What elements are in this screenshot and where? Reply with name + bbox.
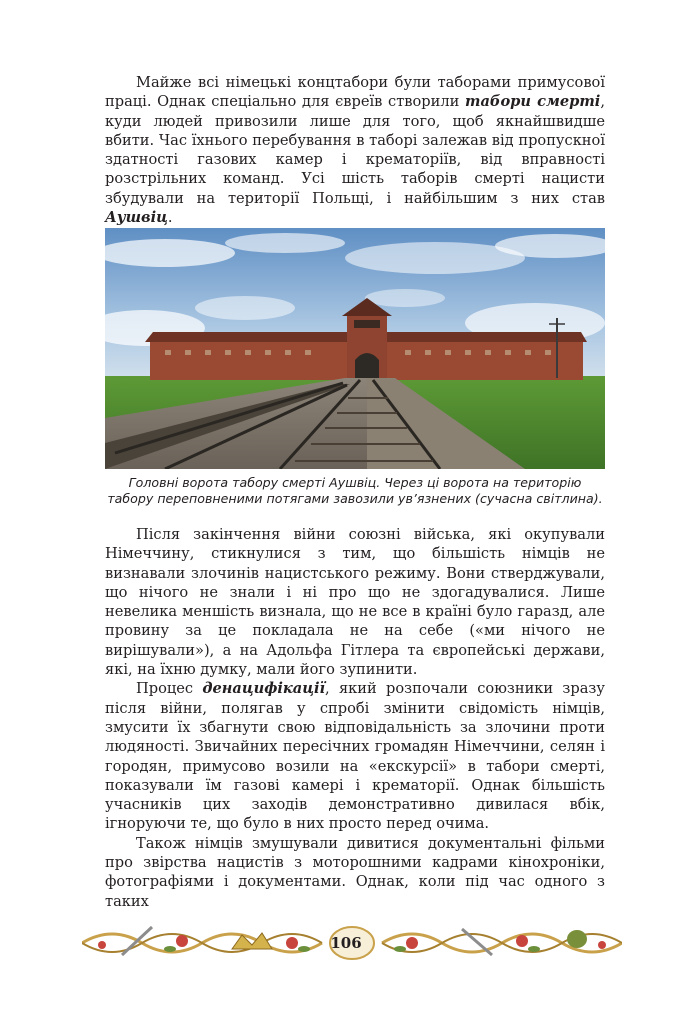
auschwitz-gate-photo <box>105 228 605 469</box>
term-auschwitz: Аушвіц <box>105 209 168 227</box>
body-text-bottom <box>105 525 605 911</box>
body-text-top <box>105 73 605 227</box>
caption-line-1: Головні ворота табору смерті Аушвіц. Через ці ворота на територію <box>128 475 582 490</box>
paragraph-2: Після закінчення війни союзні війська, які окупували Німеччину, стикнулися з тим, що більшість німців не визнавали злочинів нацистського режиму. Вони стверджували, що нічого не знали і ні про що не здогадувалися. Лише невелика меншість визнала, що не все в країні було гаразд, але провину за це покладала не на себе («ми нічого не вирішували»), а на Адольфа Гітлера та європейські держави, які, на їхню думку, мали його зупинити. <box>105 526 605 679</box>
photo-caption <box>105 475 605 507</box>
paragraph-1: Майже всі німецькі концтабори були таборами примусової праці. Однак спеціально для євреїв створили табори смерті, куди людей привозили лише для того, щоб якнайшвидше вбити. Час їхнього перебування в таборі залежав від пропускної здатності газових камер і крематоріїв, від вправності розстрільних команд. Усі шість таборів смерті нацисти збудували на території Польщі, і найбільшим з них став Аушвіц. <box>105 74 605 227</box>
photo-illustration <box>105 228 605 469</box>
caption-line-2: табору переповненими потягами завозили ув’язнених (сучасна світлина). <box>107 491 603 506</box>
paragraph-4: Також німців змушували дивитися документальні фільми про звірства нацистів з моторошними кадрами кінохроніки, фотографіями і документами. Однак, коли під час одного з таких <box>105 834 605 910</box>
page-number: 106 <box>330 934 362 952</box>
term-death-camps: табори смерті <box>465 93 601 111</box>
paragraph-3: Процес денацифікації, який розпочали союзники зразу після війни, полягав у спробі змінити свідомість німців, змусити їх збагнути свою відповідальність за злочини проти людяності. Звичайних пересічних громадян Німеччини, селян і городян, примусово возили на «екскурсії» в табори смерті, показували їм газові камері і крематорії. Однак більшість учасників цих заходів демонстративно дивилася вбік, ігноруючи те, що було в них просто перед очима. <box>105 680 605 833</box>
term-denazification: денацифікації <box>202 680 326 698</box>
